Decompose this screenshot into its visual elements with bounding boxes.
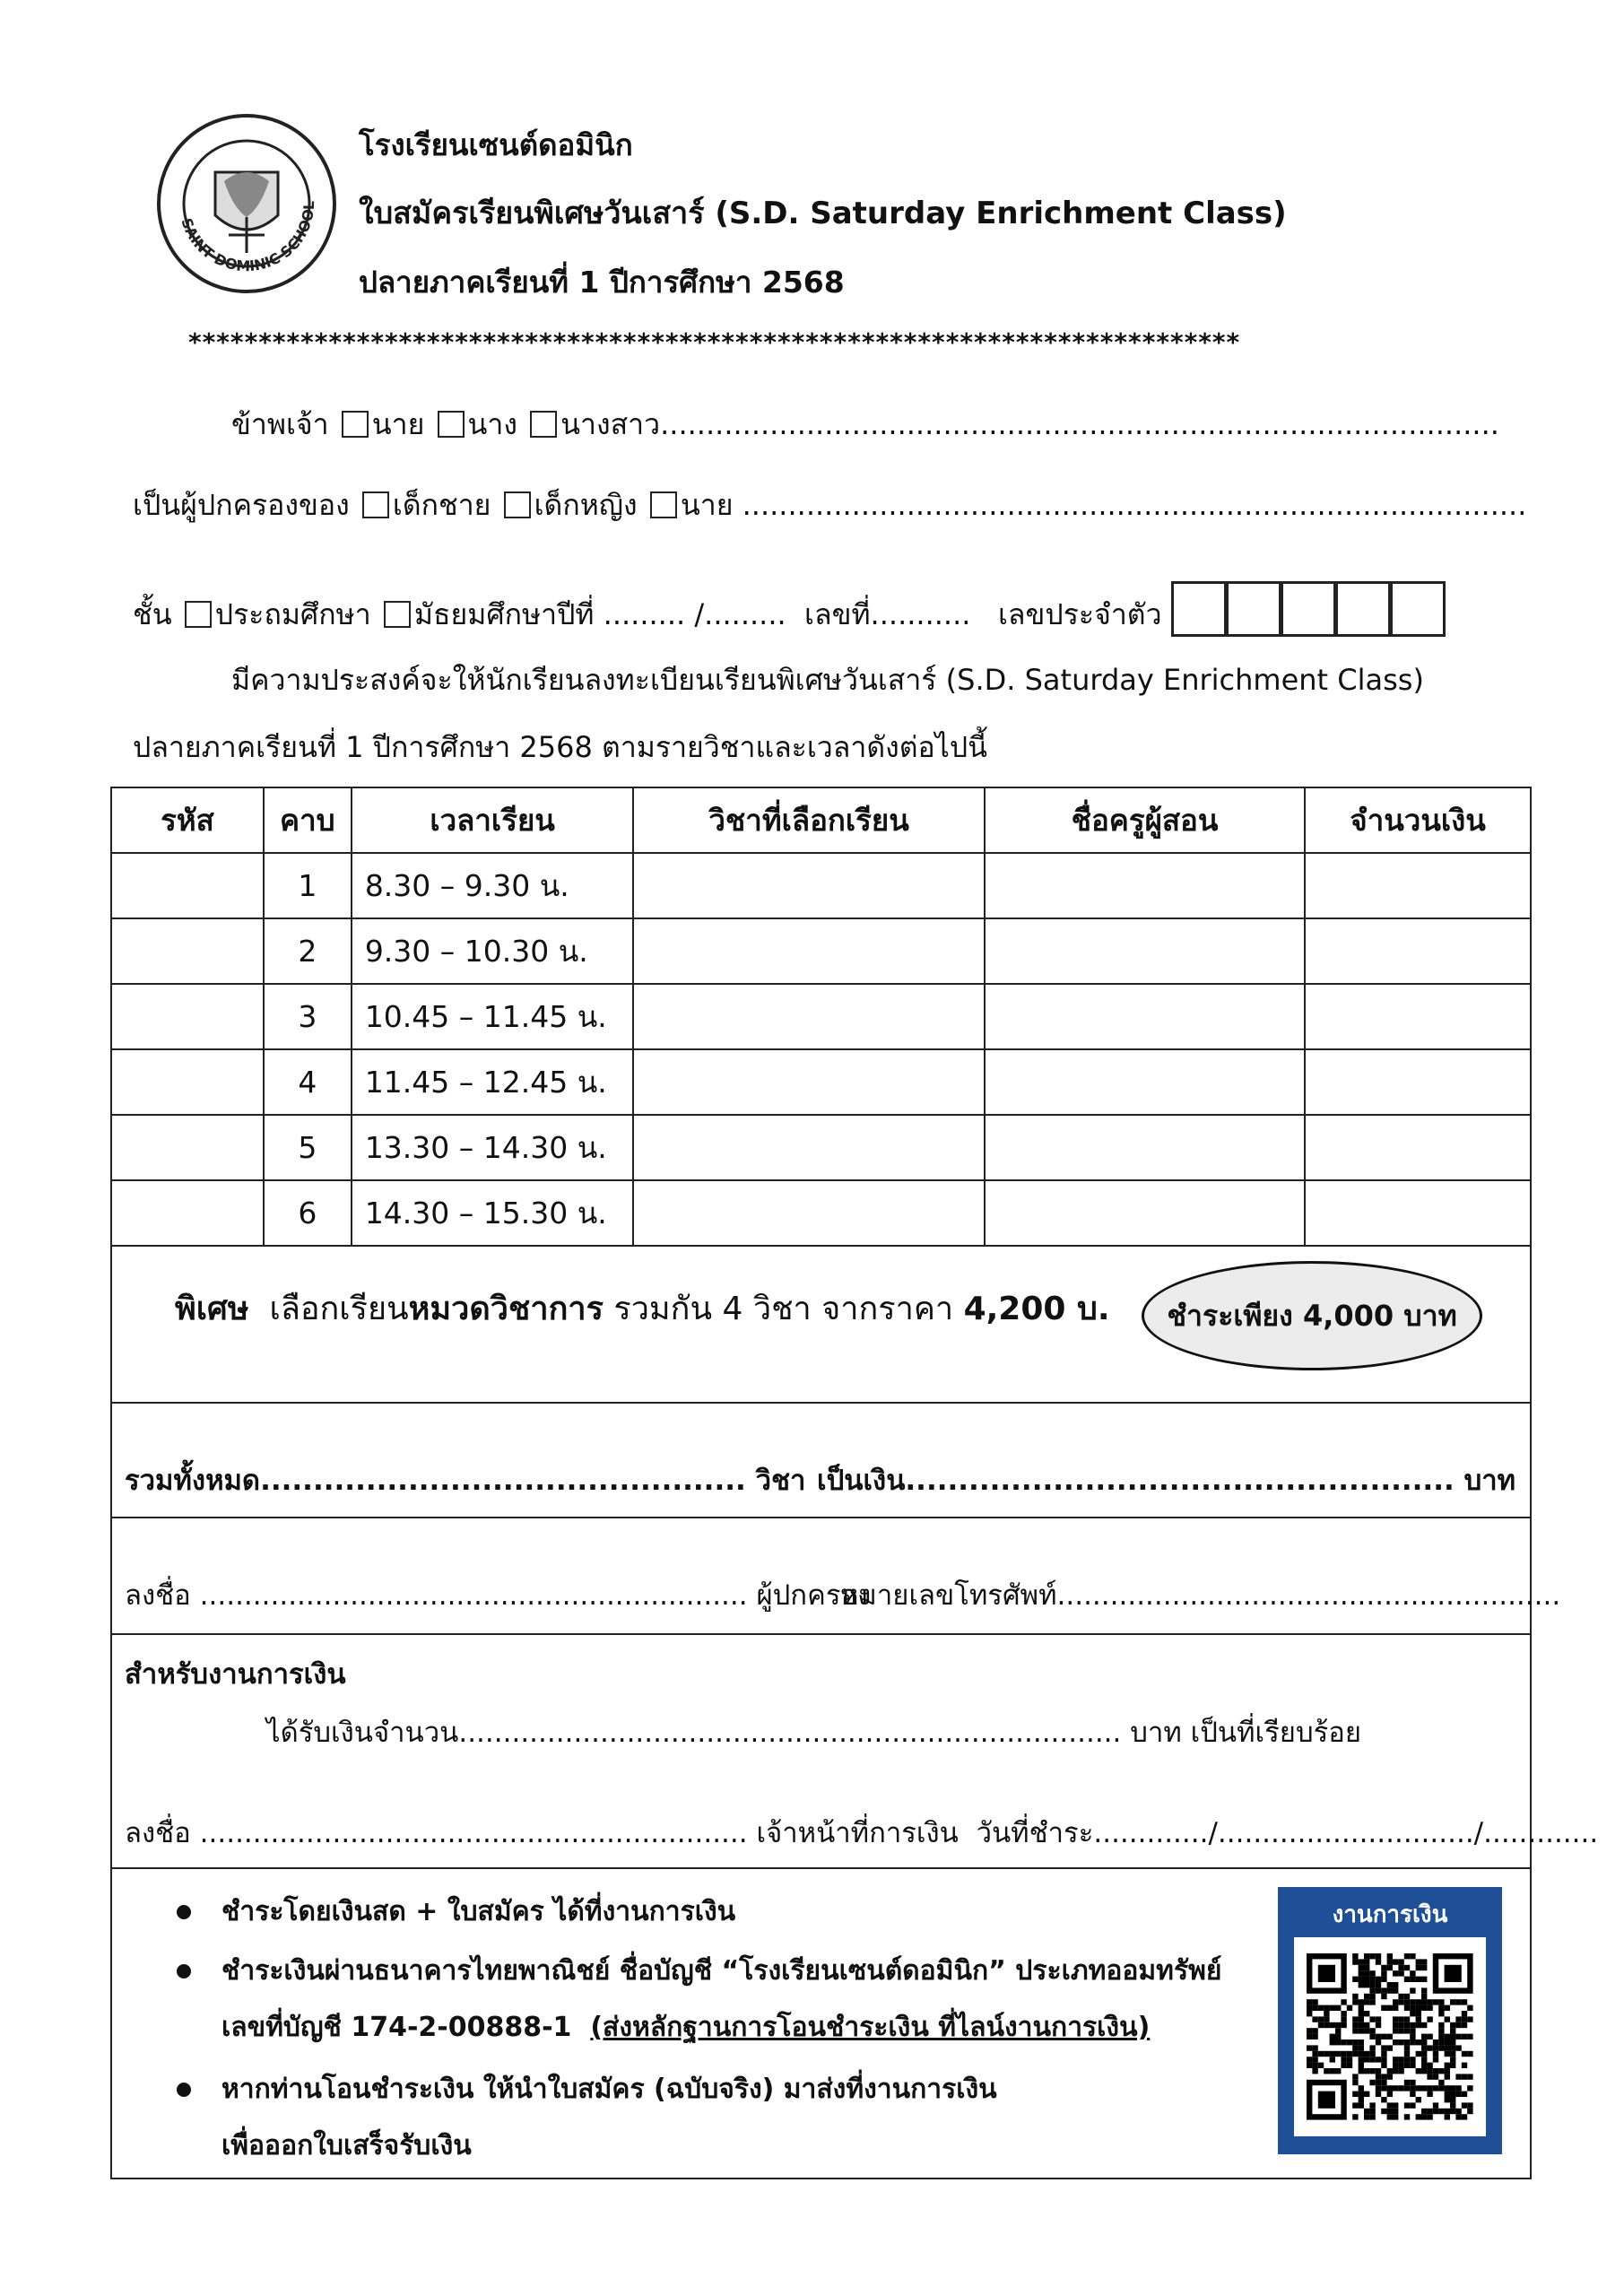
payment-bank: ชำระเงินผ่านธนาคารไทยพาณิชย์ ชื่อบัญชี “โรงเรียนเซนต์ดอมินิก” ประเภทออมทรัพย์ bbox=[221, 1955, 1222, 1987]
subject-cell[interactable] bbox=[633, 1180, 984, 1246]
student-id-boxes[interactable] bbox=[1171, 597, 1445, 631]
amount-cell[interactable] bbox=[1305, 984, 1531, 1049]
amount-cell[interactable] bbox=[1305, 1049, 1531, 1115]
label-secondary: มัธยมศึกษาปีที่ ......... /......... bbox=[413, 597, 786, 631]
transfer-note: (ส่งหลักฐานการโอนชำระเงิน ที่ไลน์งานการเงิน) bbox=[590, 2012, 1151, 2043]
time-cell: 11.45 – 12.45 น. bbox=[352, 1049, 634, 1115]
table-row bbox=[111, 1115, 1531, 1180]
logo-text: SAINT DOMINIC SCHOOL bbox=[178, 200, 318, 275]
officer-signature-field[interactable]: .............................................................. bbox=[199, 1817, 748, 1849]
label-mrs: นาง bbox=[467, 407, 517, 441]
intent-line-2: ปลายภาคเรียนที่ 1 ปีการศึกษา 2568 ตามรายวิชาและเวลาดังต่อไปนี้ bbox=[133, 730, 988, 764]
subject-cell[interactable] bbox=[633, 1049, 984, 1115]
phone-field[interactable]: ......................................................... bbox=[1056, 1579, 1561, 1612]
code-cell[interactable] bbox=[111, 984, 264, 1049]
grade-prefix: ชั้น bbox=[133, 597, 172, 631]
checkbox-mister[interactable] bbox=[650, 491, 677, 518]
table-row bbox=[111, 1180, 1531, 1246]
period-cell: 2 bbox=[264, 918, 352, 984]
officer-signature-line: ลงชื่อ .............................................................. เจ้าหน้าที่การเงิน วันที่ชำระ............./............................./............. bbox=[125, 1817, 1599, 1849]
special-label: พิเศษ bbox=[175, 1291, 249, 1327]
applicant-prefix: ข้าพเจ้า bbox=[231, 407, 329, 441]
time-cell: 13.30 – 14.30 น. bbox=[352, 1115, 634, 1180]
period-cell: 4 bbox=[264, 1049, 352, 1115]
col-time: เวลาเรียน bbox=[352, 787, 634, 853]
total-row bbox=[110, 1404, 1532, 1518]
label-boy: เด็กชาย bbox=[392, 488, 491, 522]
teacher-cell[interactable] bbox=[985, 918, 1305, 984]
qr-label: งานการเงิน bbox=[1332, 1901, 1448, 1928]
period-cell: 6 bbox=[264, 1180, 352, 1246]
code-cell[interactable] bbox=[111, 918, 264, 984]
period-cell: 3 bbox=[264, 984, 352, 1049]
checkbox-mr[interactable] bbox=[342, 411, 369, 438]
school-name: โรงเรียนเซนต์ดอมินิก bbox=[359, 127, 633, 162]
teacher-cell[interactable] bbox=[985, 853, 1305, 918]
code-cell[interactable] bbox=[111, 1115, 264, 1180]
time-cell: 14.30 – 15.30 น. bbox=[352, 1180, 634, 1246]
finance-office-box bbox=[110, 1635, 1599, 1869]
total-amount-field[interactable]: .................................................... bbox=[905, 1465, 1455, 1497]
col-teacher: ชื่อครูผู้สอน bbox=[985, 787, 1305, 853]
payment-account-line bbox=[221, 2006, 1150, 2048]
payment-receipt: เพื่อออกใบเสร็จรับเงิน bbox=[221, 2130, 472, 2161]
stars-divider: *************************************************************************** bbox=[188, 327, 1241, 357]
code-cell[interactable] bbox=[111, 1049, 264, 1115]
table-header-row bbox=[111, 787, 1531, 853]
payment-date-field[interactable]: วันที่ชำระ............./............................./............. bbox=[976, 1817, 1599, 1849]
amount-cell[interactable] bbox=[1305, 918, 1531, 984]
received-line: ได้รับเงินจำนวน........................................................................... บาท เป็นที่เรียบร้อย bbox=[266, 1717, 1362, 1749]
checkbox-primary[interactable] bbox=[185, 601, 212, 628]
guardian-prefix: เป็นผู้ปกครองของ bbox=[133, 488, 350, 522]
student-number-field[interactable]: เลขที่........... bbox=[804, 597, 971, 631]
payment-transfer: หากท่านโอนชำระเงิน ให้นำใบสมัคร (ฉบับจริง) มาส่งที่งานการเงิน bbox=[221, 2074, 997, 2105]
grade-line bbox=[133, 581, 1445, 638]
finance-title: สำหรับงานการเงิน bbox=[125, 1658, 346, 1691]
checkbox-miss[interactable] bbox=[530, 411, 557, 438]
teacher-cell[interactable] bbox=[985, 984, 1305, 1049]
total-subjects-field[interactable]: .............................................. bbox=[260, 1465, 746, 1497]
time-cell: 8.30 – 9.30 น. bbox=[352, 853, 634, 918]
guardian-signature-line: ลงชื่อ .............................................................. ผู้ปกครอง bbox=[125, 1579, 872, 1612]
student-id-label: เลขประจำตัว bbox=[997, 597, 1162, 631]
course-table bbox=[110, 787, 1532, 1247]
bullet-icon bbox=[177, 1905, 191, 1919]
subject-cell[interactable] bbox=[633, 984, 984, 1049]
amount-cell[interactable] bbox=[1305, 1180, 1531, 1246]
period-cell: 1 bbox=[264, 853, 352, 918]
amount-cell[interactable] bbox=[1305, 1115, 1531, 1180]
teacher-cell[interactable] bbox=[985, 1180, 1305, 1246]
subject-cell[interactable] bbox=[633, 1115, 984, 1180]
school-logo bbox=[152, 109, 341, 298]
applicant-name-field[interactable]: ............................................................................................ bbox=[660, 407, 1499, 441]
code-cell[interactable] bbox=[111, 853, 264, 918]
subject-cell[interactable] bbox=[633, 918, 984, 984]
col-amount: จำนวนเงิน bbox=[1305, 787, 1531, 853]
label-primary: ประถมศึกษา bbox=[214, 597, 371, 631]
intent-line-1: มีความประสงค์จะให้นักเรียนลงทะเบียนเรียนพิเศษวันเสาร์ (S.D. Saturday Enrichment Class) bbox=[231, 663, 1424, 697]
special-offer-text: พิเศษ เลือกเรียนหมวดวิชาการ รวมกัน 4 วิชา จากราคา 4,200 บ. bbox=[175, 1291, 1110, 1327]
teacher-cell[interactable] bbox=[985, 1115, 1305, 1180]
payment-info-box bbox=[110, 1869, 1532, 2179]
subject-cell[interactable] bbox=[633, 853, 984, 918]
term-title: ปลายภาคเรียนที่ 1 ปีการศึกษา 2568 bbox=[359, 265, 845, 300]
payment-cash: ชำระโดยเงินสด + ใบสมัคร ได้ที่งานการเงิน bbox=[221, 1896, 736, 1927]
table-row bbox=[111, 1049, 1531, 1115]
label-miss: นางสาว bbox=[560, 407, 661, 441]
checkbox-boy[interactable] bbox=[362, 491, 389, 518]
special-category: หมวดวิชาการ bbox=[408, 1291, 604, 1327]
total-money-line: เป็นเงิน.................................................... บาท bbox=[817, 1465, 1516, 1497]
label-mr: นาย bbox=[371, 407, 425, 441]
time-cell: 9.30 – 10.30 น. bbox=[352, 918, 634, 984]
col-period: คาบ bbox=[264, 787, 352, 853]
total-line: รวมทั้งหมด.............................................. วิชา bbox=[125, 1465, 806, 1497]
applicant-line bbox=[231, 402, 1499, 448]
guardian-signature-field[interactable]: .............................................................. bbox=[199, 1579, 748, 1612]
finance-qr-card[interactable] bbox=[1278, 1887, 1502, 2154]
code-cell[interactable] bbox=[111, 1180, 264, 1246]
period-cell: 5 bbox=[264, 1115, 352, 1180]
col-code: รหัส bbox=[111, 787, 264, 853]
table-row bbox=[111, 984, 1531, 1049]
phone-line: หมายเลขโทรศัพท์......................................................... bbox=[840, 1579, 1561, 1612]
guardian-signature-row bbox=[110, 1518, 1561, 1635]
special-offer-box bbox=[110, 1245, 1532, 1404]
checkbox-secondary[interactable] bbox=[384, 601, 411, 628]
bullet-icon bbox=[177, 2083, 191, 2097]
col-subject: วิชาที่เลือกเรียน bbox=[633, 787, 984, 853]
account-number: เลขที่บัญชี 174-2-00888-1 bbox=[221, 2012, 572, 2043]
table-row bbox=[111, 918, 1531, 984]
form-title: ใบสมัครเรียนพิเศษวันเสาร์ (S.D. Saturday Enrichment Class) bbox=[359, 196, 1287, 231]
checkbox-mrs[interactable] bbox=[438, 411, 465, 438]
label-girl: เด็กหญิง bbox=[534, 488, 638, 522]
promo-price-badge: ชำระเพียง 4,000 บาท bbox=[1142, 1261, 1482, 1370]
qr-code-icon[interactable] bbox=[1294, 1937, 1486, 2136]
table-row bbox=[111, 853, 1531, 918]
time-cell: 10.45 – 11.45 น. bbox=[352, 984, 634, 1049]
checkbox-girl[interactable] bbox=[504, 491, 531, 518]
student-name-field[interactable]: ...................................................................................... bbox=[742, 488, 1527, 522]
label-mister: นาย bbox=[680, 488, 734, 522]
old-price: 4,200 บ. bbox=[963, 1291, 1110, 1327]
bullet-icon bbox=[177, 1964, 191, 1979]
received-amount-field[interactable]: ........................................................................... bbox=[458, 1717, 1122, 1749]
guardian-line bbox=[133, 483, 1526, 528]
amount-cell[interactable] bbox=[1305, 853, 1531, 918]
teacher-cell[interactable] bbox=[985, 1049, 1305, 1115]
